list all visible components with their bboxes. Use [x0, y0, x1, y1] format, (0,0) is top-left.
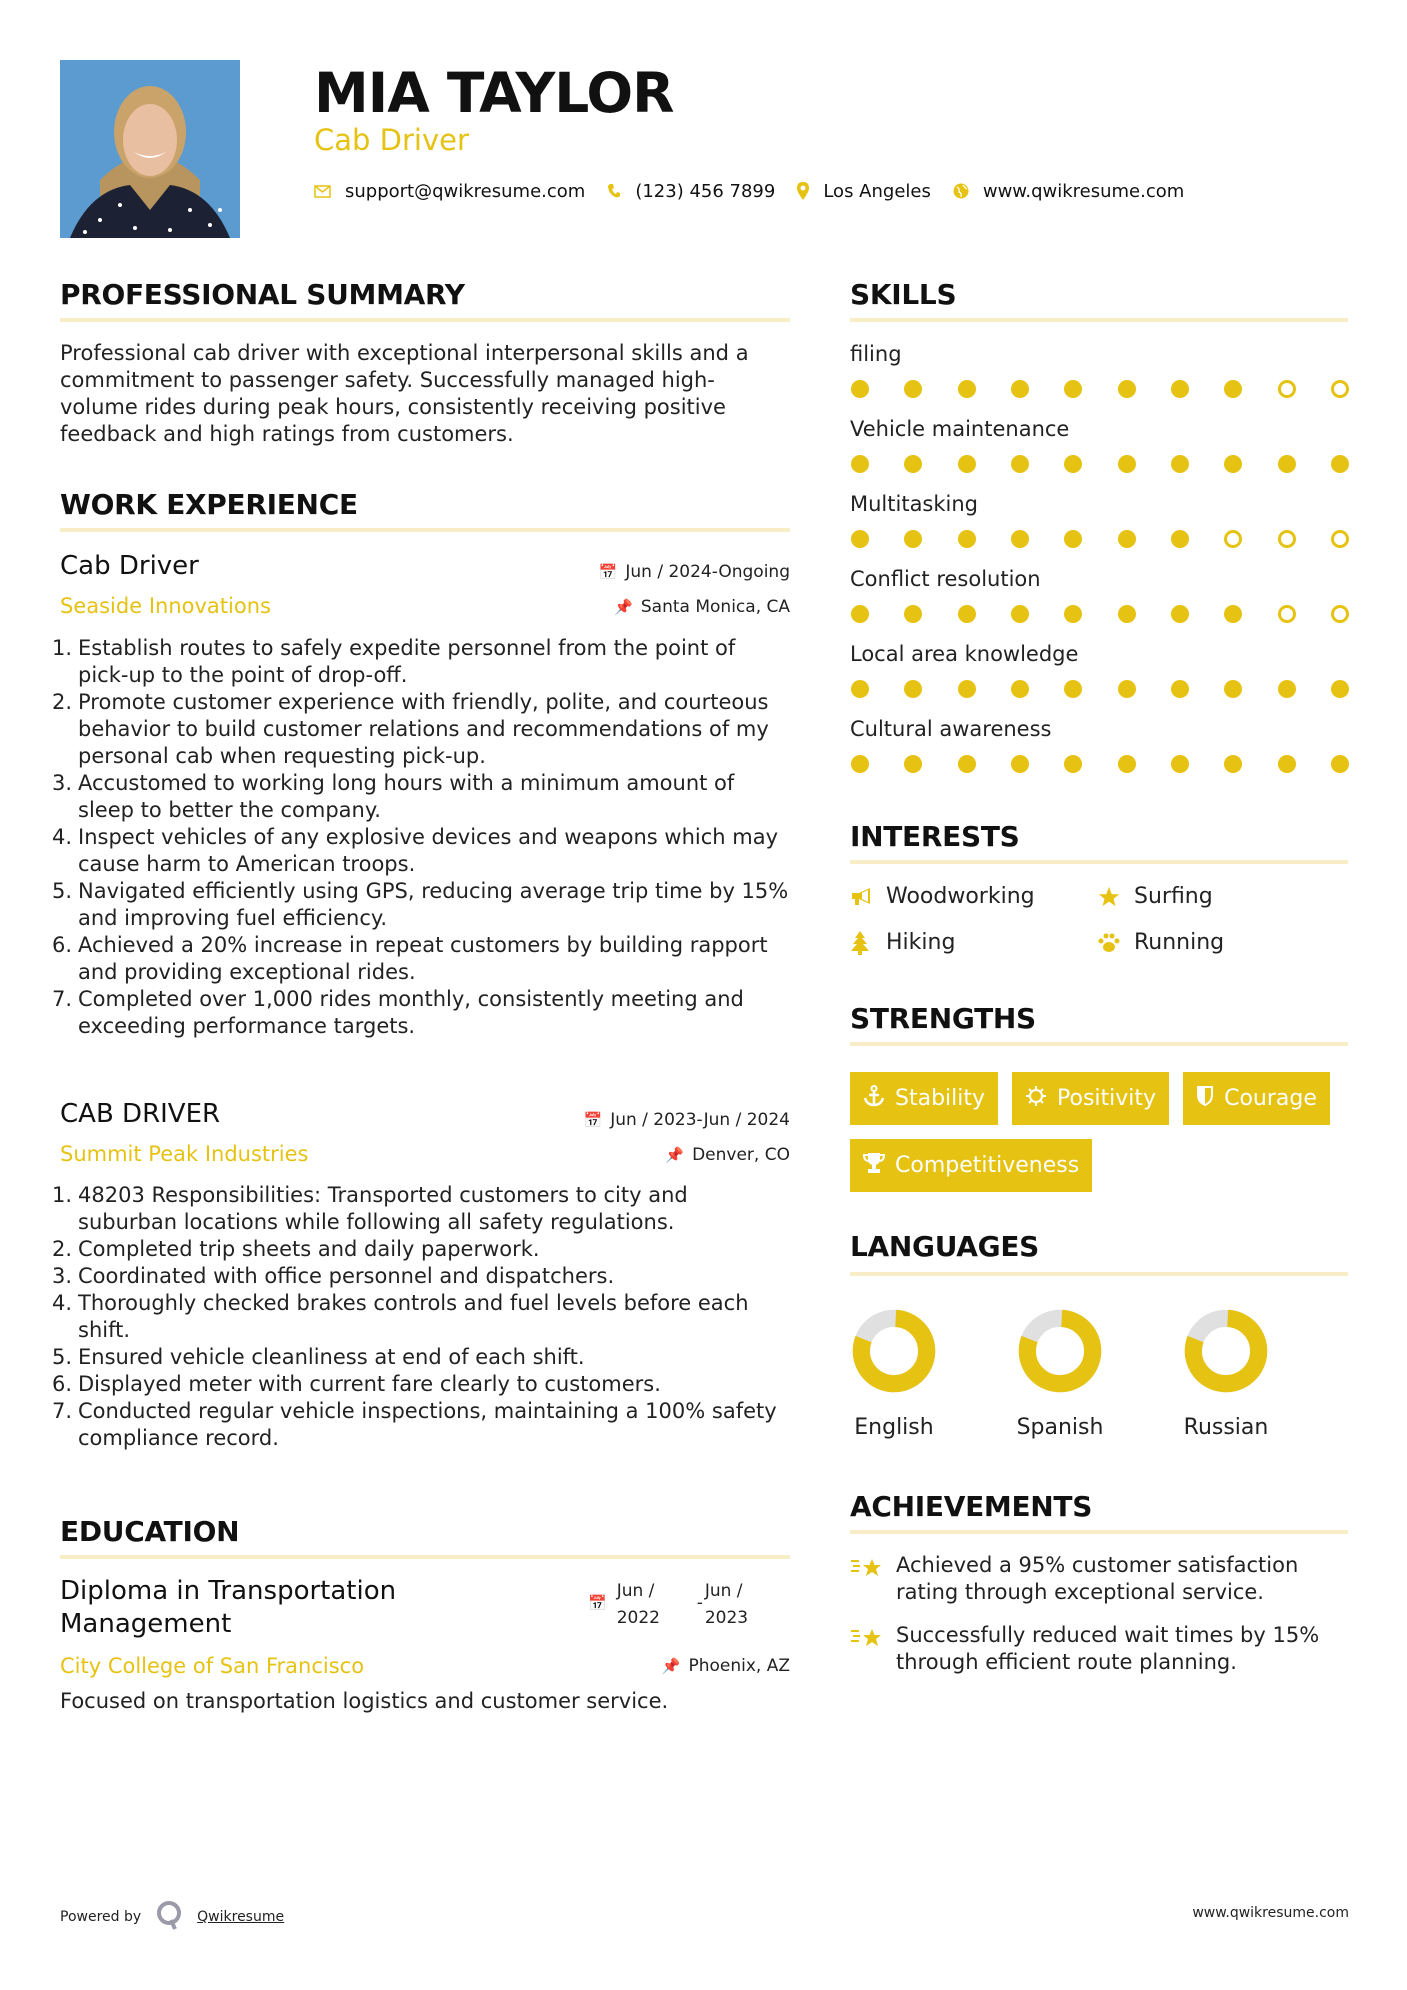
- education-degree: Diploma in Transportation Management: [60, 1576, 397, 1639]
- bullet-item: [52, 1371, 790, 1398]
- language-donut: [851, 1308, 937, 1394]
- strength-tag: [850, 1072, 998, 1125]
- paw-icon: [1098, 933, 1134, 953]
- job-dates: [490, 560, 790, 584]
- bullet-item: [52, 1182, 790, 1236]
- bullet-text: Establish routes to safely expedite personnel from the point of pick-up to the point of drop-off.: [78, 636, 736, 687]
- summary-text: Professional cab driver with exceptional interpersonal skills and a commitment to passenger safety. Successfully managed high-volume rides during peak hours, consistently receiving positive feedback and high ratings from customers.: [60, 341, 749, 446]
- bullet-item: [52, 824, 790, 878]
- rating-dot-filled: [1171, 455, 1189, 473]
- profile-photo: [60, 60, 240, 238]
- education-location: [490, 1654, 790, 1678]
- strengths-list: [850, 1072, 1350, 1192]
- rating-dot-filled: [851, 380, 869, 398]
- job-bullets: [52, 1182, 790, 1452]
- job-dates-text: Jun / 2024-Ongoing: [625, 562, 790, 582]
- bullet-number: 5.: [52, 879, 73, 903]
- interests-divider: [850, 860, 1348, 864]
- rating-dot-filled: [958, 680, 976, 698]
- contact-bar: [314, 178, 1206, 204]
- rating-dot-filled: [958, 455, 976, 473]
- date-separator: -: [696, 1593, 703, 1613]
- strengths-heading: STRENGTHS: [850, 1002, 1036, 1035]
- envelope-icon: [314, 185, 331, 198]
- globe-icon: [953, 183, 969, 199]
- rating-dot-filled: [1011, 605, 1029, 623]
- sun-icon: [1025, 1085, 1047, 1112]
- language-donut: [1183, 1308, 1269, 1394]
- bullet-text: Thoroughly checked brakes controls and fuel levels before each shift.: [78, 1291, 749, 1342]
- rating-dot-filled: [958, 380, 976, 398]
- bullet-item: [52, 689, 790, 770]
- bullet-item: [52, 1398, 790, 1452]
- education-divider: [60, 1555, 790, 1559]
- bullet-item: [52, 1263, 790, 1290]
- rating-dot-filled: [1118, 380, 1136, 398]
- bullet-number: 2.: [52, 690, 73, 714]
- language-name: English: [854, 1415, 934, 1440]
- language-item: [1000, 1308, 1120, 1442]
- interest-label: Surfing: [1134, 884, 1213, 909]
- calendar-icon: 📅: [583, 1111, 603, 1129]
- bullet-text: Navigated efficiently using GPS, reducing average trip time by 15% and improving fuel efficiency.: [78, 879, 789, 930]
- rating-dot-filled: [1278, 680, 1296, 698]
- rating-dot-filled: [1224, 680, 1242, 698]
- language-name: Spanish: [1016, 1415, 1104, 1440]
- education-start: Jun / 2022: [616, 1581, 660, 1628]
- achievement-item: [850, 1622, 1350, 1676]
- achievement-text: Achieved a 95% customer satisfaction rating through exceptional service.: [896, 1553, 1299, 1604]
- job-location: [490, 1143, 790, 1167]
- skill-name: filing: [850, 342, 902, 366]
- job-company: Summit Peak Industries: [60, 1142, 309, 1166]
- bullet-text: Ensured vehicle cleanliness at end of each shift.: [78, 1345, 585, 1369]
- bullet-item: [52, 635, 790, 689]
- footer-branding: [60, 1900, 284, 1934]
- job-dates: [490, 1108, 790, 1132]
- star-icon: [1098, 886, 1134, 908]
- rating-dot-filled: [1171, 530, 1189, 548]
- footer-website-link[interactable]: www.qwikresume.com: [1192, 1905, 1349, 1921]
- bullet-text: Achieved a 20% increase in repeat customers by building rapport and providing exceptional rides.: [78, 933, 768, 984]
- achievement-text: Successfully reduced wait times by 15% through efficient route planning.: [896, 1623, 1320, 1674]
- phone-number[interactable]: (123) 456 7899: [635, 180, 776, 202]
- rating-dot-filled: [1064, 455, 1082, 473]
- rating-dot-filled: [1278, 455, 1296, 473]
- rating-dot-filled: [904, 380, 922, 398]
- skill-rating: [851, 380, 1349, 400]
- bullet-number: 6.: [52, 1372, 73, 1396]
- interest-item: [1098, 928, 1224, 958]
- rating-dot-filled: [958, 605, 976, 623]
- skill-name: Conflict resolution: [850, 567, 1041, 591]
- rating-dot-filled: [958, 530, 976, 548]
- language-donut: [1017, 1308, 1103, 1394]
- rating-dot-filled: [1064, 530, 1082, 548]
- interest-label: Woodworking: [886, 884, 1035, 909]
- interest-label: Hiking: [886, 930, 956, 955]
- strength-tag: [1012, 1072, 1169, 1125]
- strengths-divider: [850, 1042, 1348, 1046]
- rating-dot-filled: [1171, 380, 1189, 398]
- website-link[interactable]: www.qwikresume.com: [982, 180, 1185, 202]
- education-description: Focused on transportation logistics and customer service.: [60, 1689, 669, 1713]
- rating-dot-filled: [851, 530, 869, 548]
- strength-tag: [1183, 1072, 1330, 1125]
- interest-item: [1098, 882, 1213, 912]
- rating-dot-filled: [904, 755, 922, 773]
- experience-divider: [60, 528, 790, 532]
- pushpin-icon: 📌: [665, 1146, 685, 1164]
- rating-dot-filled: [1171, 605, 1189, 623]
- rating-dot-filled: [1224, 380, 1242, 398]
- skill-rating: [851, 605, 1349, 625]
- rating-dot-filled: [1118, 605, 1136, 623]
- strength-label: Competitiveness: [895, 1153, 1080, 1178]
- qwikresume-logo-icon: [155, 1900, 183, 1934]
- strength-label: Courage: [1224, 1086, 1317, 1111]
- job-title: Cab Driver: [314, 123, 469, 157]
- bullet-item: [52, 1236, 790, 1263]
- language-item: [834, 1308, 954, 1442]
- summary-heading: PROFESSIONAL SUMMARY: [60, 278, 465, 311]
- bullet-number: 4.: [52, 1291, 73, 1315]
- rating-dot-filled: [958, 755, 976, 773]
- skill-rating: [851, 455, 1349, 475]
- education-heading: EDUCATION: [60, 1515, 240, 1548]
- rating-dot-filled: [904, 605, 922, 623]
- bullet-item: [52, 932, 790, 986]
- job-location-text: Denver, CO: [692, 1145, 790, 1165]
- strength-tag: [850, 1139, 1092, 1192]
- bullet-number: 3.: [52, 771, 73, 795]
- megaphone-icon: [850, 887, 886, 907]
- rating-dot-empty: [1278, 605, 1296, 623]
- qwikresume-link[interactable]: Qwikresume: [197, 1909, 285, 1925]
- bullet-text: Conducted regular vehicle inspections, maintaining a 100% safety compliance record.: [78, 1399, 777, 1450]
- education-location-text: Phoenix, AZ: [688, 1656, 790, 1676]
- bullet-item: [52, 878, 790, 932]
- language-name: Russian: [1183, 1415, 1269, 1440]
- achievements-divider: [850, 1530, 1348, 1534]
- rating-dot-filled: [1011, 530, 1029, 548]
- calendar-icon: 📅: [598, 563, 618, 581]
- interest-item: [850, 928, 955, 958]
- rating-dot-empty: [1224, 530, 1242, 548]
- location-text: Los Angeles: [823, 180, 931, 202]
- rating-dot-filled: [1064, 680, 1082, 698]
- anchor-icon: [863, 1085, 885, 1112]
- bullet-text: Completed over 1,000 rides monthly, consistently meeting and exceeding performance targets.: [78, 987, 744, 1038]
- avatar: [60, 60, 240, 238]
- powered-by-label: Powered by: [60, 1909, 142, 1925]
- interests-heading: INTERESTS: [850, 820, 1020, 853]
- achievement-item: [850, 1552, 1350, 1606]
- bullet-number: 7.: [52, 987, 73, 1011]
- bullet-item: [52, 1290, 790, 1344]
- pushpin-icon: 📌: [661, 1657, 681, 1675]
- rating-dot-empty: [1331, 530, 1349, 548]
- bullet-text: Promote customer experience with friendly, polite, and courteous behavior to build customer relations and recommendations of my personal cab when requesting pick-up.: [78, 690, 769, 768]
- rating-dot-filled: [851, 755, 869, 773]
- bullet-number: 6.: [52, 933, 73, 957]
- bullet-number: 5.: [52, 1345, 73, 1369]
- education-school: City College of San Francisco: [60, 1654, 365, 1678]
- job-location-text: Santa Monica, CA: [640, 597, 790, 617]
- skill-rating: [851, 530, 1349, 550]
- email-link[interactable]: support@qwikresume.com: [345, 180, 586, 202]
- candidate-name: MIA TAYLOR: [314, 61, 674, 125]
- rating-dot-filled: [1224, 755, 1242, 773]
- rating-dot-filled: [1224, 605, 1242, 623]
- bullet-text: Completed trip sheets and daily paperwork.: [78, 1237, 540, 1261]
- skills-divider: [850, 318, 1348, 322]
- rating-dot-filled: [1011, 755, 1029, 773]
- shooting-star-icon: [850, 1552, 896, 1606]
- rating-dot-empty: [1331, 380, 1349, 398]
- trophy-icon: [863, 1152, 885, 1179]
- rating-dot-filled: [851, 680, 869, 698]
- rating-dot-empty: [1331, 605, 1349, 623]
- bullet-item: [52, 1344, 790, 1371]
- rating-dot-filled: [1331, 755, 1349, 773]
- languages-divider: [850, 1272, 1348, 1276]
- rating-dot-filled: [1118, 530, 1136, 548]
- bullet-text: Displayed meter with current fare clearly to customers.: [78, 1372, 661, 1396]
- calendar-icon: 📅: [588, 1594, 607, 1612]
- bullet-number: 1.: [52, 636, 73, 660]
- skill-name: Vehicle maintenance: [850, 417, 1070, 441]
- job-dates-text: Jun / 2023-Jun / 2024: [610, 1110, 790, 1130]
- strength-label: Stability: [895, 1086, 986, 1111]
- job-position: CAB DRIVER: [60, 1099, 221, 1129]
- rating-dot-filled: [904, 530, 922, 548]
- rating-dot-filled: [1064, 605, 1082, 623]
- achievements-heading: ACHIEVEMENTS: [850, 1490, 1093, 1523]
- bullet-text: Coordinated with office personnel and dispatchers.: [78, 1264, 615, 1288]
- rating-dot-filled: [1064, 380, 1082, 398]
- bullet-number: 4.: [52, 825, 73, 849]
- summary-divider: [60, 318, 790, 322]
- bullet-number: 2.: [52, 1237, 73, 1261]
- rating-dot-filled: [851, 605, 869, 623]
- interest-item: [850, 882, 1035, 912]
- language-item: [1166, 1308, 1286, 1442]
- job-bullets: [52, 635, 790, 1040]
- rating-dot-filled: [851, 455, 869, 473]
- skill-name: Multitasking: [850, 492, 979, 516]
- strength-label: Positivity: [1057, 1086, 1157, 1111]
- rating-dot-filled: [904, 680, 922, 698]
- rating-dot-filled: [1171, 680, 1189, 698]
- rating-dot-filled: [1011, 680, 1029, 698]
- rating-dot-filled: [1118, 680, 1136, 698]
- skill-name: Cultural awareness: [850, 717, 1052, 741]
- languages-heading: LANGUAGES: [850, 1230, 1040, 1263]
- rating-dot-filled: [1011, 380, 1029, 398]
- rating-dot-filled: [904, 455, 922, 473]
- interest-label: Running: [1134, 930, 1225, 955]
- education-end: Jun / 2023: [704, 1581, 749, 1628]
- rating-dot-filled: [1118, 755, 1136, 773]
- bullet-number: 3.: [52, 1264, 73, 1288]
- rating-dot-empty: [1278, 380, 1296, 398]
- rating-dot-empty: [1278, 530, 1296, 548]
- education-dates: [588, 1578, 765, 1632]
- rating-dot-filled: [1064, 755, 1082, 773]
- tree-icon: [850, 931, 886, 955]
- phone-icon: [607, 183, 621, 199]
- rating-dot-filled: [1011, 455, 1029, 473]
- skill-rating: [851, 680, 1349, 700]
- rating-dot-filled: [1331, 455, 1349, 473]
- job-location: [490, 595, 790, 619]
- bullet-text: Inspect vehicles of any explosive devices and weapons which may cause harm to American troops.: [78, 825, 778, 876]
- rating-dot-filled: [1331, 680, 1349, 698]
- bullet-item: [52, 986, 790, 1040]
- shooting-star-icon: [850, 1622, 896, 1676]
- job-company: Seaside Innovations: [60, 594, 271, 618]
- rating-dot-filled: [1171, 755, 1189, 773]
- skill-name: Local area knowledge: [850, 642, 1079, 666]
- rating-dot-filled: [1278, 755, 1296, 773]
- bullet-text: Accustomed to working long hours with a minimum amount of sleep to better the company.: [78, 771, 735, 822]
- rating-dot-filled: [1118, 455, 1136, 473]
- job-position: Cab Driver: [60, 551, 199, 581]
- bullet-number: 1.: [52, 1183, 73, 1207]
- experience-heading: WORK EXPERIENCE: [60, 488, 358, 521]
- skill-rating: [851, 755, 1349, 775]
- skills-heading: SKILLS: [850, 278, 957, 311]
- shield-icon: [1196, 1085, 1214, 1112]
- rating-dot-filled: [1224, 455, 1242, 473]
- map-pin-icon: [797, 182, 809, 200]
- bullet-item: [52, 770, 790, 824]
- bullet-number: 7.: [52, 1399, 73, 1423]
- pushpin-icon: 📌: [614, 598, 633, 616]
- bullet-text: 48203 Responsibilities: Transported customers to city and suburban locations while following all safety regulations.: [78, 1183, 688, 1234]
